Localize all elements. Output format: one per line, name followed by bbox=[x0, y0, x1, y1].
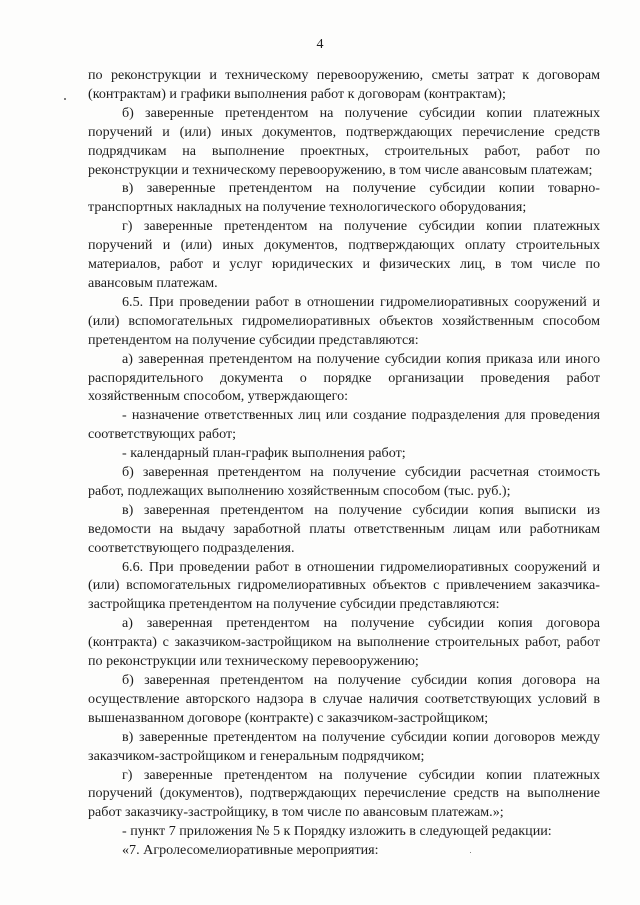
paragraph-section-7-heading: «7. Агролесомелиоративные мероприятия: bbox=[122, 842, 379, 859]
paragraph-section-6-5: 6.5. При проведении работ в отношении гидромелиоративных сооружений и (или) вспомогательных гидромелиоративных объектов хозяйственным способом претендентом на получение субсидии представляются: bbox=[88, 293, 600, 348]
paragraph-item-v-payroll-extract: в) заверенная претендентом на получение субсидии копия выписки из ведомости на выдачу заработной платы ответственным лицам или работникам соответствующего подразделения. bbox=[88, 501, 600, 556]
paragraph-item-v-contractor-agreements: в) заверенные претендентом на получение субсидии копии договоров между заказчиком-застройщиком и генеральным подрядчиком; bbox=[88, 728, 600, 764]
page-number: 4 bbox=[316, 37, 324, 52]
paragraph-item-b-cost-estimate: б) заверенная претендентом на получение субсидии расчетная стоимость работ, подлежащих выполнению хозяйственным способом (тыс. руб.); bbox=[88, 464, 600, 499]
paragraph-item-v-waybills: в) заверенные претендентом на получение субсидии копии товарно-транспортных накладных на получение технологического оборудования; bbox=[88, 180, 600, 216]
scan-speck bbox=[64, 98, 66, 100]
paragraph-item-a-contract-copy: а) заверенная претендентом на получение субсидии копия договора (контракта) с заказчиком-застройщиком на выполнение строительных работ, работ по реконструкции или техническому перевооружению; bbox=[88, 615, 600, 670]
paragraph-item-b-payment-orders: б) заверенные претендентом на получение субсидии копии платежных поручений и (или) иных документов, подтверждающих перечисление средств подрядчикам на выполнение проектных, строительных работ, работ по реконструкции и техническому перевооружению, в том числе авансовым платежам; bbox=[88, 104, 600, 178]
paragraph-section-6-6: 6.6. При проведении работ в отношении гидромелиоративных сооружений и (или) вспомогательных гидромелиоративных объектов с привлечением заказчика-застройщика претендентом на получение субсидии представляются: bbox=[88, 558, 600, 613]
paragraph-dash-schedule: - календарный план-график выполнения работ; bbox=[122, 445, 406, 462]
document-body bbox=[88, 66, 600, 860]
paragraph-item-g-payment-orders: г) заверенные претендентом на получение субсидии копии платежных поручений и (или) иных документов, подтверждающих оплату строительных материалов, работ и услуг юридических и физических лиц, в том числе по авансовым платежам. bbox=[88, 218, 600, 291]
paragraph-item-g-payment-documents: г) заверенные претендентом на получение субсидии копии платежных поручений (документов), подтверждающих перечисление средств на выполнение работ заказчику-застройщику, в том числе по авансовым платежам.»; bbox=[88, 766, 600, 821]
paragraph-dash-point-7: - пункт 7 приложения № 5 к Порядку изложить в следующей редакции: bbox=[122, 823, 552, 840]
paragraph-continuation: по реконструкции и техническому перевооружению, сметы затрат к договорам (контрактам) и графики выполнения работ к договорам (контрактам); bbox=[88, 67, 600, 102]
paragraph-item-a-order-copy: а) заверенная претендентом на получение субсидии копия приказа или иного распорядительного документа о порядке организации проведения работ хозяйственным способом, утверждающего: bbox=[88, 350, 600, 405]
paragraph-item-b-supervision-contract: б) заверенная претендентом на получение субсидии копия договора на осуществление авторского надзора в случае наличия соответствующих условий в вышеназванном договоре (контракте) с заказчиком-застройщиком; bbox=[88, 672, 600, 726]
paragraph-dash-appointment: - назначение ответственных лиц или создание подразделения для проведения соответствующих работ; bbox=[88, 407, 600, 443]
